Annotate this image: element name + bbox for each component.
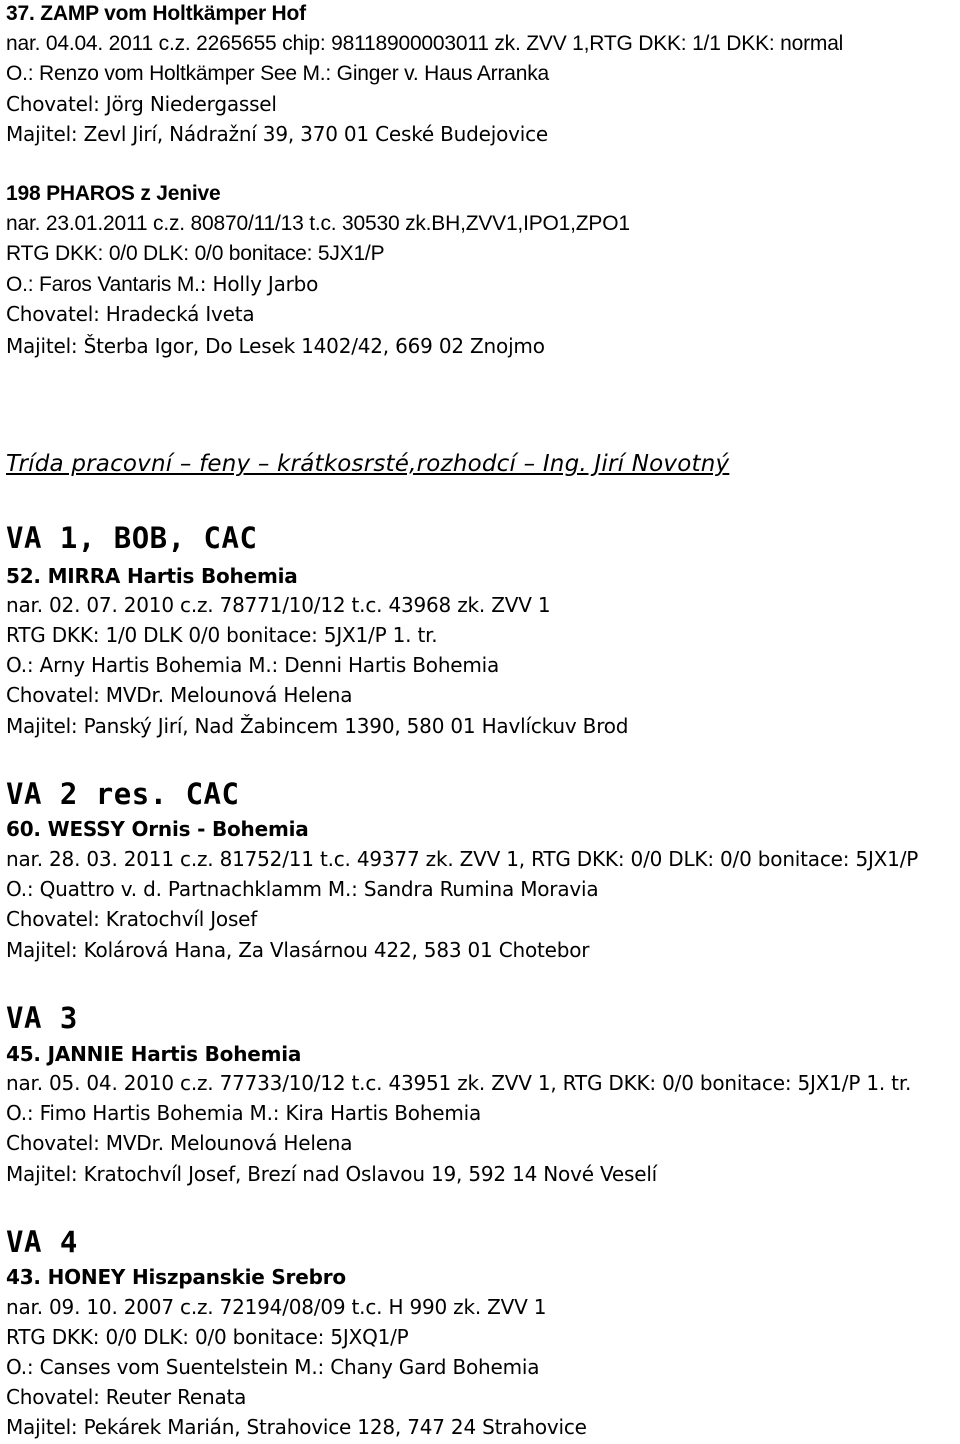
dog-name-60: 60. WESSY Ornis - Bohemia bbox=[6, 817, 309, 841]
dog-owner: Majitel: Kratochvíl Josef, Brezí nad Oslavou 19, 592 14 Nové Veselí bbox=[6, 1162, 658, 1186]
dog-owner: Majitel: Šterba Igor, Do Lesek 1402/42, 669 02 Znojmo bbox=[6, 334, 545, 358]
dog-name-45: 45. JANNIE Hartis Bohemia bbox=[6, 1042, 302, 1066]
dog-birth-info: nar. 09. 10. 2007 c.z. 72194/08/09 t.c. H 990 zk. ZVV 1 bbox=[6, 1295, 547, 1319]
placement-title-va4: VA 4 bbox=[6, 1225, 78, 1259]
dog-name-43: 43. HONEY Hiszpanskie Srebro bbox=[6, 1265, 346, 1289]
dog-rtg-info: RTG DKK: 0/0 DLK: 0/0 bonitace: 5JX1/P bbox=[6, 242, 385, 265]
dog-breeder: Chovatel: Jörg Niedergassel bbox=[6, 92, 277, 116]
dog-rtg-info: RTG DKK: 1/0 DLK 0/0 bonitace: 5JX1/P 1. tr. bbox=[6, 623, 438, 647]
dog-parents-father: O.: Faros Vantaris M. bbox=[6, 273, 200, 296]
dog-birth-info: nar. 23.01.2011 c.z. 80870/11/13 t.c. 30530 zk.BH,ZVV1,IPO1,ZPO1 bbox=[6, 212, 630, 235]
dog-parents: O.: Arny Hartis Bohemia M.: Denni Hartis Bohemia bbox=[6, 653, 500, 677]
dog-breeder: Chovatel: MVDr. Melounová Helena bbox=[6, 1131, 353, 1155]
dog-birth-info: nar. 02. 07. 2010 c.z. 78771/10/12 t.c. 43968 zk. ZVV 1 bbox=[6, 593, 551, 617]
dog-name-37: 37. ZAMP vom Holtkämper Hof bbox=[6, 2, 306, 25]
dog-owner: Majitel: Kolárová Hana, Za Vlasárnou 422, 583 01 Chotebor bbox=[6, 938, 590, 962]
dog-breeder: Chovatel: MVDr. Melounová Helena bbox=[6, 683, 353, 707]
dog-breeder: Chovatel: Hradecká Iveta bbox=[6, 302, 255, 326]
dog-breeder: Chovatel: Reuter Renata bbox=[6, 1385, 247, 1409]
dog-parents-mother: : Holly Jarbo bbox=[199, 272, 319, 296]
dog-rtg-info: RTG DKK: 0/0 DLK: 0/0 bonitace: 5JXQ1/P bbox=[6, 1325, 409, 1349]
dog-name-198: 198 PHAROS z Jenive bbox=[6, 182, 221, 205]
dog-birth-info: nar. 28. 03. 2011 c.z. 81752/11 t.c. 49377 zk. ZVV 1, RTG DKK: 0/0 DLK: 0/0 bonitace: 5JX1/P bbox=[6, 847, 919, 871]
dog-owner: Majitel: Panský Jirí, Nad Žabincem 1390, 580 01 Havlíckuv Brod bbox=[6, 714, 629, 738]
dog-parents: O.: Canses vom Suentelstein M.: Chany Gard Bohemia bbox=[6, 1355, 540, 1379]
placement-title-va1: VA 1, BOB, CAC bbox=[6, 521, 258, 555]
placement-title-va2: VA 2 res. CAC bbox=[6, 777, 240, 811]
dog-parents: O.: Quattro v. d. Partnachklamm M.: Sandra Rumina Moravia bbox=[6, 877, 599, 901]
dog-parents bbox=[6, 270, 318, 299]
dog-parents: O.: Renzo vom Holtkämper See M.: Ginger v. Haus Arranka bbox=[6, 62, 549, 85]
dog-parents: O.: Fimo Hartis Bohemia M.: Kira Hartis Bohemia bbox=[6, 1101, 482, 1125]
dog-owner: Majitel: Zevl Jirí, Nádražní 39, 370 01 Ceské Budejovice bbox=[6, 122, 549, 146]
dog-breeder: Chovatel: Kratochvíl Josef bbox=[6, 907, 258, 931]
dog-name-52: 52. MIRRA Hartis Bohemia bbox=[6, 564, 298, 588]
dog-birth-info: nar. 04.04. 2011 c.z. 2265655 chip: 98118900003011 zk. ZVV 1,RTG DKK: 1/1 DKK: normal bbox=[6, 32, 844, 55]
placement-title-va3: VA 3 bbox=[6, 1001, 78, 1035]
dog-owner: Majitel: Pekárek Marián, Strahovice 128, 747 24 Strahovice bbox=[6, 1415, 587, 1439]
dog-birth-info: nar. 05. 04. 2010 c.z. 77733/10/12 t.c. 43951 zk. ZVV 1, RTG DKK: 0/0 bonitace: 5JX1/P 1. tr. bbox=[6, 1071, 912, 1095]
class-heading: Trída pracovní – feny – krátkosrsté,rozhodcí – Ing. Jirí Novotný bbox=[6, 451, 730, 477]
